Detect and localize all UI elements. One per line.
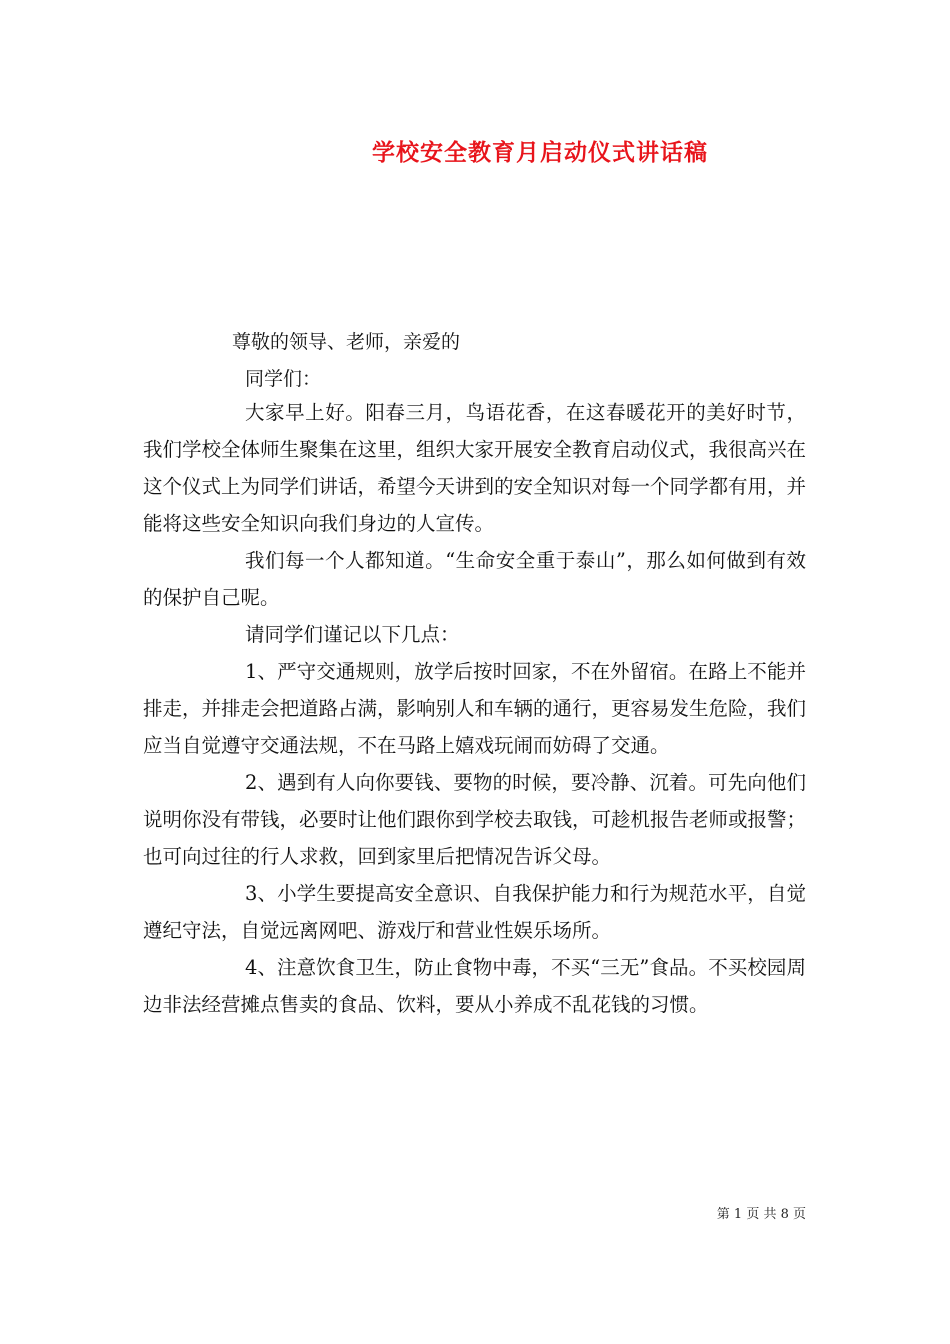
salutation-line-1: 尊敬的领导、老师，亲爱的	[232, 331, 461, 353]
paragraph-point-4: 4、注意饮食卫生，防止食物中毒，不买“三无”食品。不买校园周边非法经营摊点售卖的食品、饮料，要从小养成不乱花钱的习惯。	[143, 956, 806, 1016]
paragraph-list-intro: 请同学们谨记以下几点：	[245, 623, 460, 646]
paragraph-intro: 我们每一个人都知道。“生命安全重于泰山”，那么如何做到有效的保护自己呢。	[143, 549, 806, 609]
paragraph-point-2: 2、遇到有人向你要钱、要物的时候，要冷静、沉着。可先向他们说明你没有带钱，必要时让他们跟你到学校去取钱，可趁机报告老师或报警；也可向过往的行人求救，回到家里后把情况告诉父母。	[143, 771, 807, 868]
salutation-line-2: 同学们：	[245, 368, 322, 390]
paragraph-greeting: 大家早上好。阳春三月，鸟语花香，在这春暖花开的美好时节，我们学校全体师生聚集在这里，组织大家开展安全教育启动仪式，我很高兴在这个仪式上为同学们讲话，希望今天讲到的安全知识对每一个同学都有用，并能将这些安全知识向我们身边的人宣传。	[143, 401, 807, 535]
document-body	[143, 394, 806, 1023]
document-title: 学校安全教育月启动仪式讲话稿	[372, 139, 708, 166]
salutation	[232, 324, 460, 398]
paragraph-point-3: 3、小学生要提高安全意识、自我保护能力和行为规范水平，自觉遵纪守法，自觉远离网吧、游戏厅和营业性娱乐场所。	[143, 882, 806, 942]
paragraph-point-1: 1、严守交通规则，放学后按时回家，不在外留宿。在路上不能并排走，并排走会把道路占满，影响别人和车辆的通行，更容易发生危险，我们应当自觉遵守交通法规，不在马路上嬉戏玩闹而妨碍了交通。	[143, 660, 807, 757]
page-footer: 第 1 页 共 8 页	[716, 1207, 806, 1222]
